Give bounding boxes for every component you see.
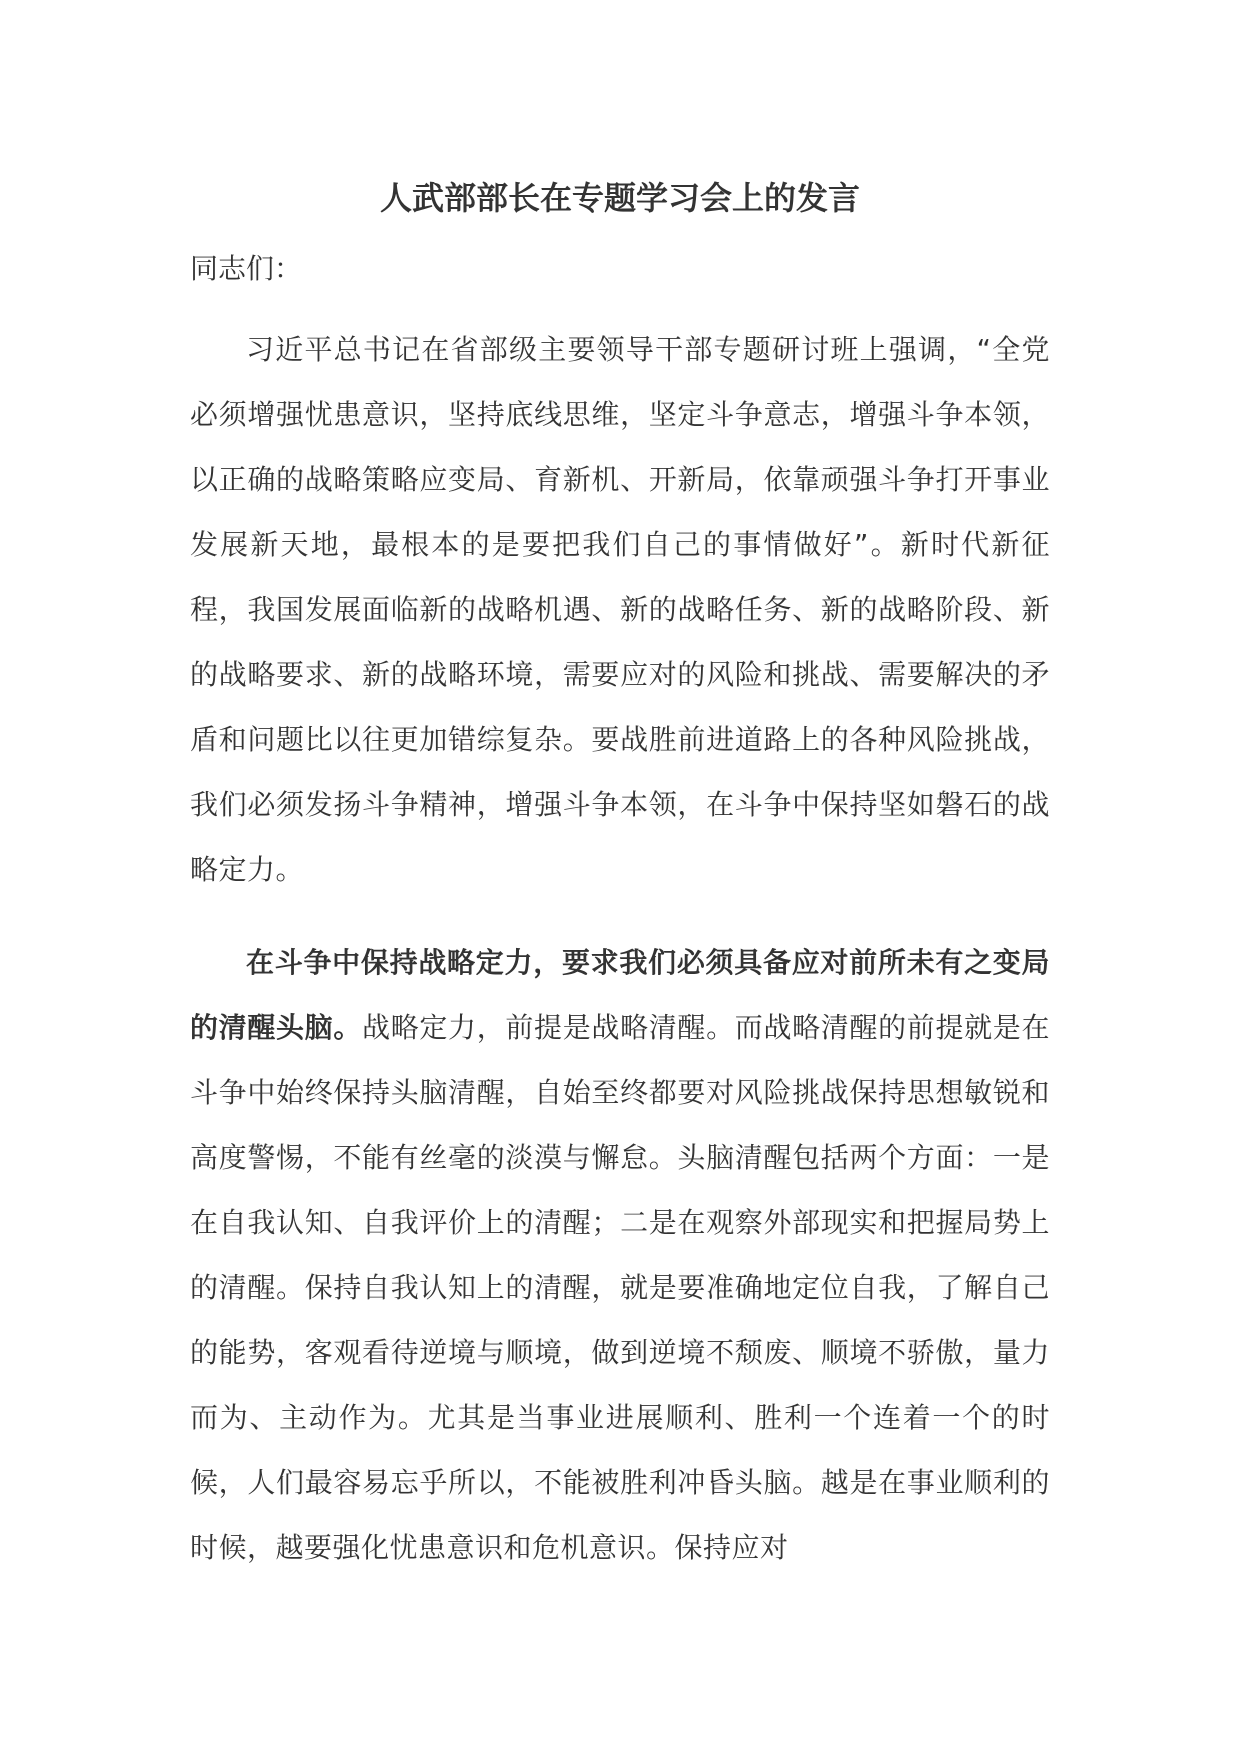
paragraph-1: 习近平总书记在省部级主要领导干部专题研讨班上强调，“全党必须增强忧患意识，坚持底线思维，坚定斗争意志，增强斗争本领，以正确的战略策略应变局、育新机、开新局，依靠顽强斗争打开事业发展新天地，最根本的是要把我们自己的事情做好”。新时代新征程，我国发展面临新的战略机遇、新的战略任务、新的战略阶段、新的战略要求、新的战略环境，需要应对的风险和挑战、需要解决的矛盾和问题比以往更加错综复杂。要战胜前进道路上的各种风险挑战，我们必须发扬斗争精神，增强斗争本领，在斗争中保持坚如磐石的战略定力。 — [190, 333, 1050, 886]
document-page — [190, 175, 1050, 1580]
paragraph-2-body: 战略定力，前提是战略清醒。而战略清醒的前提就是在斗争中始终保持头脑清醒，自始至终都要对风险挑战保持思想敏锐和高度警惕，不能有丝毫的淡漠与懈怠。头脑清醒包括两个方面：一是在自我认知、自我评价上的清醒；二是在观察外部现实和把握局势上的清醒。保持自我认知上的清醒，就是要准确地定位自我，了解自己的能势，客观看待逆境与顺境，做到逆境不颓废、顺境不骄傲，量力而为、主动作为。尤其是当事业进展顺利、胜利一个连着一个的时候，人们最容易忘乎所以，不能被胜利冲昏头脑。越是在事业顺利的时候，越要强化忧患意识和危机意识。保持应对 — [190, 1011, 1050, 1564]
salutation: 同志们： — [190, 252, 303, 285]
paragraph-2 — [190, 930, 1050, 1580]
paragraph-2-lead: 在斗争中保持战略定力，要求我们必须具备应对前所未有之变局的清醒头脑。 — [190, 946, 1050, 1044]
document-title: 人武部部长在专题学习会上的发言 — [379, 179, 860, 217]
